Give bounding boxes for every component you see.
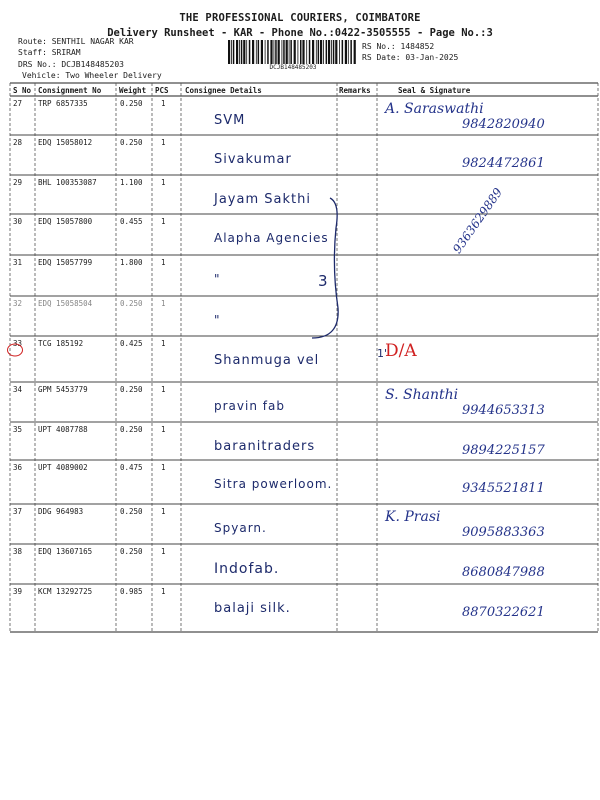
rs-date: RS Date: 03-Jan-2025 <box>362 53 459 62</box>
row-signature: K. Prasi <box>385 509 441 525</box>
row-weight: 0.250 <box>120 385 143 394</box>
row-phone: 8680847988 <box>462 565 545 580</box>
row-weight: 1.100 <box>120 178 143 187</box>
row-sno: 31 <box>13 258 23 267</box>
company-name: THE PROFESSIONAL COURIERS, COIMBATORE <box>179 12 421 24</box>
row-pcs: 1 <box>161 258 166 267</box>
col-header-remarks: Remarks <box>339 86 371 95</box>
row-sno: 27 <box>13 99 23 108</box>
row-consignee: Sivakumar <box>214 152 292 167</box>
row-pcs: 1 <box>161 463 166 472</box>
row-pcs: 1 <box>161 138 166 147</box>
row-consignee: Sitra powerloom. <box>214 477 333 491</box>
row-sno: 36 <box>13 463 23 472</box>
row-consignment-no: EDQ 15058504 <box>38 299 93 308</box>
row-weight: 0.985 <box>120 587 143 596</box>
col-header-sno: S No <box>13 86 32 95</box>
col-header-consignment: Consignment No <box>38 86 102 95</box>
row-pcs: 1 <box>161 217 166 226</box>
row-remarks: 1' <box>377 347 388 360</box>
col-header-weight: Weight <box>119 86 147 95</box>
row-sno: 35 <box>13 425 23 434</box>
row-consignment-no: UPT 4089002 <box>38 463 88 472</box>
row-weight: 0.250 <box>120 507 143 516</box>
row-consignment-no: KCM 13292725 <box>38 587 93 596</box>
row-consignment-no: EDQ 13607165 <box>38 547 93 556</box>
row-sno: 28 <box>13 138 23 147</box>
row-weight: 0.250 <box>120 547 143 556</box>
vehicle-label: Vehicle: Two Wheeler Delivery <box>22 71 162 80</box>
route-label: Route: SENTHIL NAGAR KAR <box>18 37 134 46</box>
rs-number: RS No.: 1484852 <box>362 42 435 51</box>
row-consignee: Spyarn. <box>214 521 267 535</box>
row-pcs: 1 <box>161 385 166 394</box>
row-consignee: Alapha Agencies <box>214 231 329 245</box>
row-weight: 1.800 <box>120 258 143 267</box>
row-pcs: 1 <box>161 425 166 434</box>
row-pcs: 1 <box>161 587 166 596</box>
row-sno: 33 <box>13 339 23 348</box>
extra-phone: 9363629889 <box>450 185 506 257</box>
row-consignment-no: BHL 100353087 <box>38 178 97 187</box>
row-weight: 0.475 <box>120 463 143 472</box>
col-header-signature: Seal & Signature <box>398 86 471 95</box>
row-consignment-no: TRP 6857335 <box>38 99 88 108</box>
row-phone: 9345521811 <box>462 481 545 496</box>
row-consignee: SVM <box>214 113 246 128</box>
row-sno: 39 <box>13 587 23 596</box>
row-consignment-no: EDQ 15057799 <box>38 258 93 267</box>
row-consignee: Indofab. <box>214 561 280 577</box>
row-pcs: 1 <box>161 99 166 108</box>
row-phone: 9842820940 <box>462 117 545 132</box>
row-consignment-no: UPT 4087788 <box>38 425 88 434</box>
row-consignee: " <box>214 313 221 327</box>
row-consignee: balaji silk. <box>214 601 291 616</box>
row-consignment-no: GPM 5453779 <box>38 385 88 394</box>
bracket-note: 3 <box>318 272 328 290</box>
row-pcs: 1 <box>161 339 166 348</box>
row-phone: 9894225157 <box>462 443 545 458</box>
row-weight: 0.250 <box>120 138 143 147</box>
row-sno: 30 <box>13 217 23 226</box>
row-pcs: 1 <box>161 178 166 187</box>
drs-number: DRS No.: DCJB148485203 <box>18 60 124 69</box>
row-weight: 0.455 <box>120 217 143 226</box>
row-phone: 9095883363 <box>462 525 545 540</box>
row-sno: 37 <box>13 507 23 516</box>
row-signature: S. Shanthi <box>385 387 459 403</box>
row-consignment-no: EDQ 15058012 <box>38 138 93 147</box>
row-sno: 32 <box>13 299 23 308</box>
row-consignment-no: EDQ 15057800 <box>38 217 93 226</box>
row-pcs: 1 <box>161 299 166 308</box>
staff-label: Staff: SRIRAM <box>18 48 81 57</box>
row-signature: A. Saraswathi <box>385 101 484 117</box>
row-consignment-no: TCG 185192 <box>38 339 84 348</box>
row-consignee: pravin fab <box>214 399 285 413</box>
row-pcs: 1 <box>161 507 166 516</box>
col-header-consignee: Consignee Details <box>185 86 262 95</box>
row-consignee: baranitraders <box>214 439 316 454</box>
row-weight: 0.250 <box>120 299 143 308</box>
row-phone: 9944653313 <box>462 403 545 418</box>
circled-row-mark <box>6 342 24 358</box>
bracket-mark <box>300 188 340 348</box>
row-phone: 9824472861 <box>462 156 545 171</box>
row-pcs: 1 <box>161 547 166 556</box>
row-consignment-no: DDG 964983 <box>38 507 84 516</box>
col-header-pcs: PCS <box>155 86 169 95</box>
row-sno: 29 <box>13 178 23 187</box>
row-weight: 0.425 <box>120 339 143 348</box>
barcode-text: DCJB148485203 <box>269 64 317 71</box>
row-weight: 0.250 <box>120 425 143 434</box>
row-consignee: Jayam Sakthi <box>214 192 311 207</box>
row-signature: D/A <box>385 341 417 361</box>
row-sno: 38 <box>13 547 23 556</box>
row-sno: 34 <box>13 385 23 394</box>
runsheet-title: Delivery Runsheet - KAR - Phone No.:0422-3505555 - Page No.:3 <box>107 27 493 39</box>
row-phone: 8870322621 <box>462 605 545 620</box>
row-weight: 0.250 <box>120 99 143 108</box>
row-consignee: Shanmuga vel <box>214 353 320 368</box>
row-consignee: " <box>214 272 221 286</box>
